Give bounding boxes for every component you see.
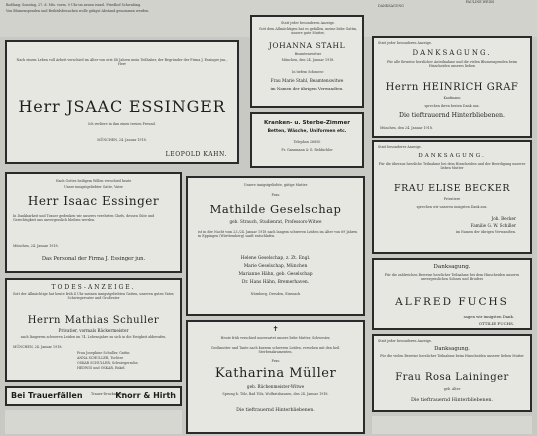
ad-mourner: OSKAR SCHULLER, Schwiegersohn — [77, 361, 138, 365]
ad-text: Frau — [271, 193, 280, 197]
obituary-mathilde-geselschap: Unsere innigstgeliebte, gütige Mutter Frau Mathilde Geselschap geb. Strauch, Studienrat, Professors-Witwe ist in der Nacht vom 23./24. Januar 1918 nach langem schweren Leiden im Alter von 69 Jahren in Eppingen (Württemberg) sanft entschlafen. Helene Geselschap, z. Zt. Engl. Marie Geselschap, München Marianne Hähn, geb. Geselschap Dr. Hans Hähn, Bremerhaven. Nürnberg, Dresden, Eisenach — [186, 176, 365, 316]
ad-mourner: Frau Josephine Schuller, Gattin — [77, 351, 130, 355]
ad-text: Gott dem Allmächtigen hat es gefallen, meine liebe Gattin, unsere gute Mutter, — [258, 27, 358, 36]
ad-text: Statt jeder besonderen Anzeige. — [378, 41, 432, 45]
top-text-2: Von Blumenspenden und Beileidsbesuchen wolle gütigst Abstand genommen werden. — [6, 9, 150, 13]
ad-text: Betten, Wäsche, Uniformen etc. — [267, 129, 347, 134]
ad-mourner: Marie Geselschap, München — [243, 264, 308, 269]
obituary-isaac-essinger-partner — [5, 40, 239, 164]
ad-name: Herr JSAAC ESSINGER — [18, 97, 226, 116]
obituary-mathias-schuller: TODES-ANZEIGE. Gott der Allmächtige hat heute früh 4 Uhr meinen innigstgeliebten Gatten, unseren guten Vater, Schwiegervater und Großvater Herrn Mathias Schuller Privatier, vormals Bäckermeister nach längerem schweren Leiden im 74. Lebensjahre zu sich in die Ewigkeit abberufen. MÜNCHEN, 24. Januar 1918. Frau Josephine Schuller, Gattin ANNA SCHULLER, Tochter OSKAR SCHULLER, Schwiegersohn HEDWIG und OSKAR, Enkel. — [5, 278, 182, 382]
ad-text: Heute früh verschied unerwartet unsere liebe Mutter, Schwester, — [220, 336, 331, 340]
ad-text: Frau Marie Stahl, Beamtenswitwe — [270, 78, 344, 83]
ad-signature: LEOPOLD KAHN. — [165, 151, 227, 158]
top-text-1: Bodfang: Sonntag, 27. d. Mts. vorm. 9 Uhr im neuen israel. Friedhof Schwabing. — [6, 3, 142, 7]
ad-title: Danksagung. — [434, 346, 470, 352]
top-right-text-1: DANKSAGUNG — [378, 4, 404, 8]
ad-mourner: Helene Geselschap, z. Zt. Engl. — [240, 256, 311, 261]
ad-text: Unsere innigstgeliebte, gütige Mutter — [243, 183, 308, 187]
ad-place: MÜNCHEN, 24. Januar 1918. — [13, 345, 63, 349]
ad-text: Statt jeder besonderen Anzeige. — [378, 339, 432, 343]
obituary-isaac-essinger-staff: Nach Gottes heiligem Willen verschied heute Unser innigstgeliebter Gatte, Vater Herr Isaac Essinger In Dankbarkeit und Trauer gedenken wir unseres verehrten Chefs, dessen Güte und Gerechtigkeit uns unvergesslich bleiben werden. München, 24. Januar 1918. Das Personal der Firma J. Essinger jun. — [5, 172, 182, 273]
ad-name: Herr Isaac Essinger — [27, 194, 160, 208]
ad-title: DANKSAGUNG. — [418, 153, 486, 159]
bottom-filler-right — [372, 416, 532, 434]
ad-text: im Namen der übrigen Verwandten. — [270, 86, 344, 91]
ad-name: FRAU ELISE BECKER — [394, 183, 510, 194]
obituary-katharina-mueller: ✝ Heute früh verschied unerwartet unsere liebe Mutter, Schwester, Großmutter und Tante nach kurzem schweren Leiden, versehen mit den heil. Sterbesakramenten. Frau Katharina Müller geb. Rüchenmeister-Witwe Sprung b. Tölz, Bad Tölz, Wolfratshausen, den 24. Januar 1918. Die tieftrauernd Hinterbliebenen. — [186, 320, 365, 434]
ad-name: Katharina Müller — [214, 366, 337, 381]
ad-signature: Die tieftrauernd Hinterbliebenen. — [236, 408, 315, 413]
bottom-filler — [5, 410, 182, 434]
ad-place: München, 24. Januar 1918. — [13, 244, 59, 248]
ad-signature: Das Personal der Firma J. Essinger jun. — [41, 256, 146, 262]
ad-text: Nürnberg, Dresden, Eisenach — [250, 292, 301, 296]
ad-mourner: Joh. Becker — [491, 216, 516, 221]
ad-text: In tiefem Schmerz: — [292, 70, 324, 74]
obituary-heinrich-graf: Statt jeder besonderen Anzeige. DANKSAGUNG. Für alle Beweise herzlicher Anteilnahme und die vielen Blumenspenden beim Hinscheiden unseres lieben Herrn HEINRICH GRAF Kaufmann sprechen ihren besten Dank aus. Die tieftrauernd Hinterbliebenen. München, den 24. Januar 1918. — [372, 36, 532, 138]
ad-heading: Bei Trauerfällen — [11, 391, 83, 400]
ad-subtitle: Privatier, vormals Bäckermeister — [58, 328, 129, 333]
top-right-name: PAULINE WEISS — [465, 0, 495, 4]
ad-subtitle: geb. Strauch, Studienrat, Professors-Witwe — [229, 219, 322, 224]
ad-place: MÜNCHEN, 24. Januar 1918. — [97, 138, 147, 142]
ad-mourner: Marianne Hähn, geb. Geselschap — [238, 272, 313, 277]
ad-signature: Die tieftrauernd Hinterbliebenen. — [399, 112, 505, 119]
ad-name: Mathilde Geselschap — [209, 202, 342, 216]
ad-title: TODES-ANZEIGE. — [51, 284, 136, 291]
ad-name: Herrn Mathias Schuller — [27, 315, 160, 326]
ad-text: Nach Gottes heiligem Willen verschied heute — [55, 179, 132, 183]
ad-text: Unser innigstgeliebter Gatte, Vater — [64, 185, 123, 189]
ad-mourner: ANNA SCHULLER, Tochter — [77, 356, 124, 360]
ad-name: Herrn HEINRICH GRAF — [385, 82, 519, 93]
ad-name: JOHANNA STAHL — [268, 41, 346, 50]
ad-text: Statt jeder besonderen Anzeige. — [281, 21, 335, 25]
ad-subtitle: geb. Rüchenmeister-Witwe — [246, 384, 305, 389]
ad-place: München, den 24. Januar 1918. — [380, 126, 433, 130]
ad-name: ALFRED FUCHS — [395, 296, 509, 308]
ad-heading: Kranken- u. Sterbe-Zimmer — [263, 120, 351, 126]
ad-mourner: HEDWIG und OSKAR, Enkel. — [77, 366, 126, 370]
ad-place: München, den 24. Januar 1918. — [281, 58, 335, 62]
ad-subtitle: Kaufmann — [443, 96, 461, 100]
advert-knorr-hirth — [5, 386, 182, 406]
ad-title: Danksagung. — [433, 264, 471, 270]
ad-heading: Knorr & Hirth — [115, 391, 176, 400]
ad-signature: OTTILIE FUCHS. — [478, 321, 514, 326]
thanks-rosa-laininger: Statt jeder besonderen Anzeige. Danksagung. Für die vielen Beweise herzlicher Teilnahme beim Hinscheiden unserer lieben Mutter Frau Rosa Laininger geb. Alter Die tieftrauernd Hinterbliebenen. — [372, 334, 532, 412]
ad-title: DANKSAGUNG. — [412, 49, 492, 57]
ad-text: Frau — [271, 359, 280, 363]
ad-subtitle: geb. Alter — [443, 387, 461, 391]
obituary-johanna-stahl — [250, 15, 364, 108]
ad-text: Trauer-Drucksachen — [91, 392, 126, 396]
ad-name: Frau Rosa Laininger — [395, 372, 509, 383]
ad-text: Ich verliere in ihm einen treuen Freund. — [88, 122, 156, 126]
ad-mourner: Familie G. W. Schiller — [470, 223, 516, 228]
ad-text: Nach einem Leben voll Arbeit verschied im Alter von erst 48 Jahren mein Teilhaber, der Begründer der Firma J. Essinger jun., Herr — [16, 58, 228, 67]
ad-text: Fr. Ganzmann & G. Rehbichler — [281, 148, 333, 152]
ad-subtitle: Privatiere — [443, 197, 461, 201]
advert-sterbe-zimmer — [250, 112, 364, 168]
ad-mourner: Dr. Hans Hähn, Bremerhaven. — [241, 280, 310, 285]
ad-text: Beamtenswitwe — [294, 52, 322, 56]
obituary-elise-becker: Statt besonderer Anzeige. DANKSAGUNG. Für die überaus herzliche Teilnahme bei dem Hinscheiden und der Beerdigung unserer lieben Mutter FRAU ELISE BECKER Privatiere sprechen wir unseren innigsten Dank aus. Joh. Becker Familie G. W. Schiller im Namen der übrigen Verwandten. — [372, 140, 532, 254]
ad-text: sprechen ihren besten Dank aus. — [424, 104, 480, 108]
thanks-alfred-fuchs: Danksagung. Für die zahlreichen Beweise herzlicher Teilnahme bei dem Hinscheiden unseres unvergesslichen Sohnes und Bruders ALFRED FUCHS sagen wir innigsten Dank. OTTILIE FUCHS. — [372, 258, 532, 330]
ad-signature: Die tieftrauernd Hinterbliebenen. — [410, 398, 494, 403]
cross-icon: ✝ — [272, 325, 279, 333]
ad-text: Telephon 26850 — [293, 140, 321, 144]
ad-text: im Namen der übrigen Verwandten. — [455, 230, 516, 234]
